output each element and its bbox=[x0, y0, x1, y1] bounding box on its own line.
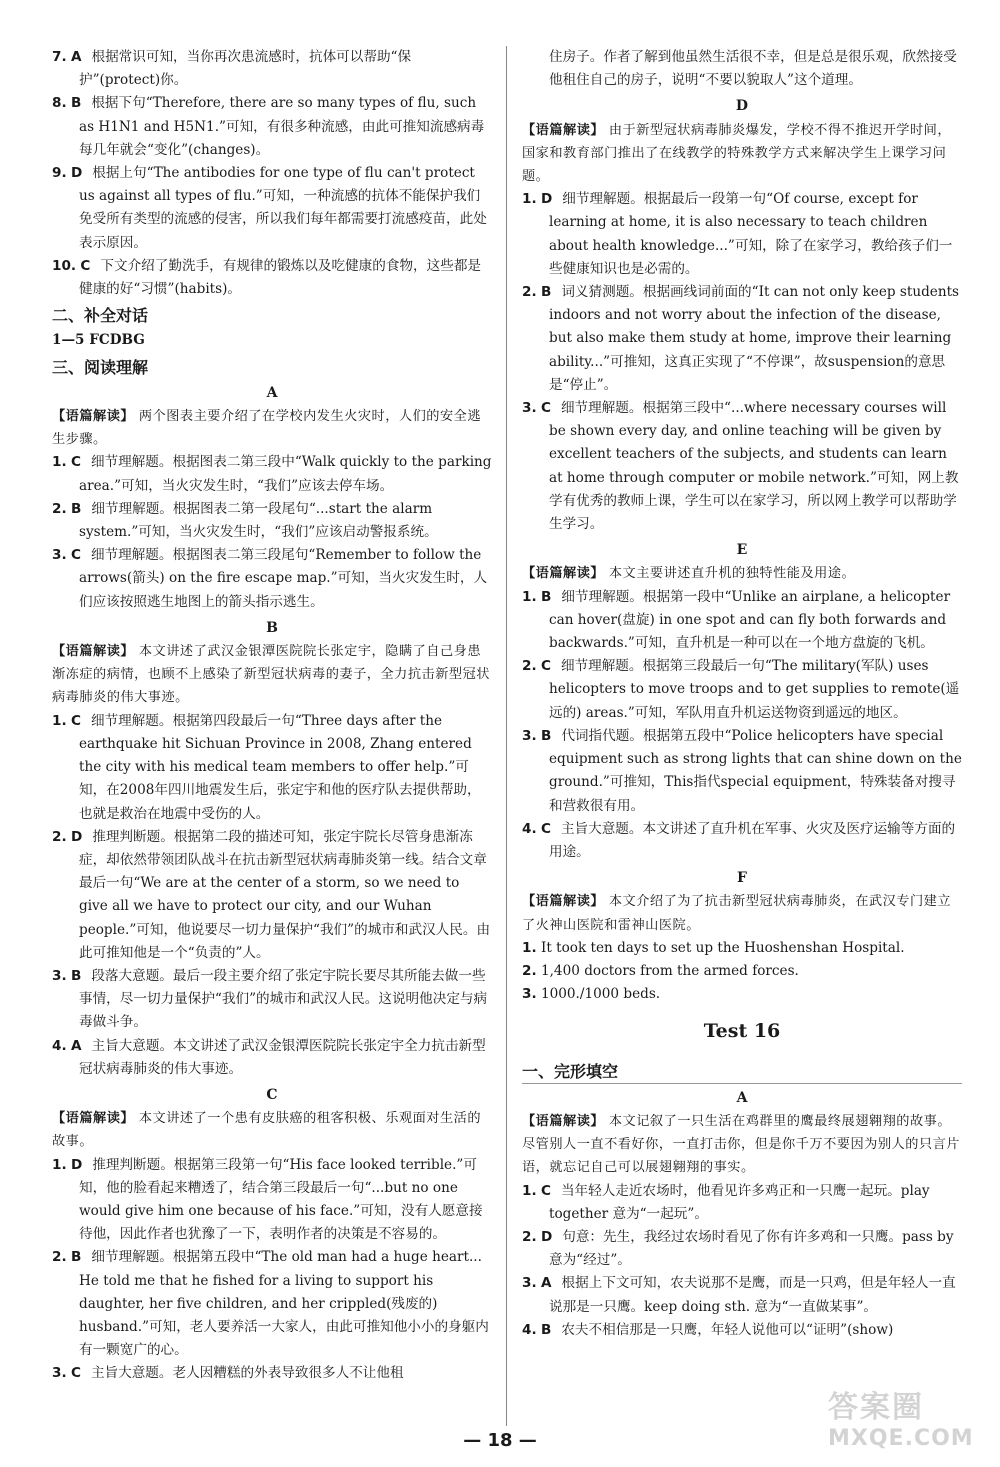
watermark-logo bbox=[828, 1390, 988, 1460]
passage-analysis bbox=[522, 890, 962, 936]
item-answer: C bbox=[80, 257, 91, 274]
analysis-text: 本文记叙了一只生活在鸡群里的鹰最终展翅翱翔的故事。尽管别人一直不看好你，一直打击你，但是你千万不要因为别人的只言片语，就忘记自己可以展翅翱翔的事实。 bbox=[522, 1113, 960, 1176]
answer-item bbox=[522, 960, 962, 983]
item-number: 3. bbox=[52, 967, 67, 984]
item-answer: B bbox=[540, 284, 552, 301]
item-number: 2. bbox=[52, 1249, 67, 1266]
analysis-text: 由于新型冠状病毒肺炎爆发，学校不得不推迟开学时间，国家和教育部门推出了在线教学的特殊教学方式来解决学生上课学习问题。 bbox=[522, 122, 952, 185]
item-number: 4. bbox=[522, 1321, 537, 1338]
item-explanation: 细节理解题。根据第一段中“Unlike an airplane, a helicopter can hover(盘旋) in one spot and can fly both forwards and backwards.”可知，直升机是一种可以在一个地方盘旋的飞机。 bbox=[549, 588, 951, 652]
answer-item bbox=[52, 255, 492, 301]
answer-item bbox=[522, 655, 962, 725]
item-answer: C bbox=[540, 658, 551, 675]
item-number: 3. bbox=[522, 727, 537, 744]
answer-item bbox=[522, 1272, 962, 1318]
item-answer: C bbox=[540, 1182, 551, 1199]
item-number: 1. bbox=[52, 1156, 67, 1173]
item-explanation: 细节理解题。根据第五段中“The old man had a huge heart... He told me that he fished for a living to support his daughter, her five children, and her crippled(残废的) husband.”可知，老人要养活一大家人，由此可推知他小小的身躯内有一颗宽广的心。 bbox=[79, 1249, 489, 1359]
item-answer: C bbox=[70, 454, 81, 471]
item-explanation: 根据常识可知，当你再次患流感时，抗体可以帮助“保护”(protect)你。 bbox=[79, 49, 412, 89]
item-explanation: 词义猜测题。根据画线词前面的“It can not only keep students indoors and not worry about the infection of the disease, but also make them study at home, improve their learning ability...”可推知，这真正实现了“不停课”，故suspension的意思是“停止”。 bbox=[549, 284, 960, 393]
answer-item bbox=[52, 544, 492, 614]
passage-analysis bbox=[52, 1107, 492, 1153]
passage-letter: B bbox=[266, 619, 278, 636]
item-explanation: 根据下句“Therefore, there are so many types of flu, such as H1N1 and H5N1.”可知，有很多种流感，由此可推知流感病毒每几年就会“变化”(changes)。 bbox=[79, 95, 485, 158]
answer-item bbox=[52, 965, 492, 1035]
item-explanation: 细节理解题。根据图表二第三段中“Walk quickly to the parking area.”可知，当火灾发生时，“我们”应该去停车场。 bbox=[79, 454, 492, 494]
item-answer: C bbox=[70, 1365, 81, 1382]
section-heading: 三、阅读理解 bbox=[52, 357, 149, 377]
item-explanation: 代词指代题。根据第五段中“Police helicopters have special equipment such as strong lights that can shine down on the ground.”可推知，This指代special equipment，特殊装备对搜寻和营救很有用。 bbox=[549, 727, 962, 814]
analysis-tag: 【语篇解读】 bbox=[522, 1113, 605, 1129]
item-explanation: 段落大意题。最后一段主要介绍了张定宇院长要尽其所能去做一些事情，尽一切力量保护“我们”的城市和武汉人民。这说明他决定与病毒做斗争。 bbox=[79, 967, 488, 1031]
item-answer: D bbox=[70, 1156, 83, 1173]
item-answer: B bbox=[70, 1249, 82, 1266]
left-column bbox=[52, 46, 492, 1386]
answer-item bbox=[52, 1362, 492, 1385]
page-number: — 18 — bbox=[463, 1430, 537, 1451]
item-number: 1. bbox=[522, 191, 537, 208]
answer-item bbox=[52, 826, 492, 965]
answer-item bbox=[522, 586, 962, 656]
item-explanation: 细节理解题。根据图表二第一段尾句“...start the alarm system.”可知，当火灾发生时，“我们”应该启动警报系统。 bbox=[79, 500, 438, 541]
item-answer: B bbox=[70, 500, 82, 517]
passage-analysis bbox=[52, 640, 492, 710]
item-number: 2. bbox=[52, 828, 67, 845]
item-answer: B bbox=[70, 967, 82, 984]
item-number: 1. bbox=[522, 588, 537, 605]
analysis-tag: 【语篇解读】 bbox=[52, 644, 135, 660]
item-answer: B bbox=[540, 727, 552, 744]
item-number: 1. bbox=[52, 454, 67, 471]
answer-item bbox=[52, 46, 492, 92]
item-explanation: 1000./1000 beds. bbox=[540, 986, 661, 1003]
item-answer: C bbox=[540, 820, 551, 837]
item-explanation: 主旨大意题。本文讲述了直升机在军事、火灾及医疗运输等方面的用途。 bbox=[549, 820, 956, 860]
item-answer: D bbox=[540, 191, 553, 208]
passage-letter: A bbox=[266, 384, 278, 401]
item-number: 2. bbox=[52, 500, 67, 517]
item-number: 2. bbox=[522, 658, 537, 675]
item-number: 3. bbox=[522, 400, 537, 417]
analysis-tag: 【语篇解读】 bbox=[52, 409, 135, 425]
analysis-tag: 【语篇解读】 bbox=[522, 122, 605, 138]
item-answer: B bbox=[540, 588, 552, 605]
item-number: 1. bbox=[522, 1182, 537, 1199]
item-explanation: 根据上句“The antibodies for one type of flu can't protect us against all types of flu.”可知，一种流感的抗体不能保护我们免受所有类型的流感的侵害，所以我们每年都需要打流感疫苗，此处表示原因。 bbox=[79, 165, 487, 251]
passage-analysis bbox=[52, 405, 492, 451]
passage-analysis bbox=[522, 119, 962, 189]
analysis-tag: 【语篇解读】 bbox=[522, 566, 605, 582]
answer-item bbox=[522, 1226, 962, 1272]
plain-text: 1—5 FCDBG bbox=[52, 332, 145, 349]
answer-item bbox=[522, 397, 962, 536]
item-answer: D bbox=[70, 828, 83, 845]
item-explanation: 细节理解题。根据第三段最后一句“The military(军队) uses helicopters to move troops and to get supplies to remote(遥远的) areas.”可知，军队用直升机运送物资到遥远的地区。 bbox=[549, 658, 960, 721]
watermark-line2: MXQE.COM bbox=[828, 1426, 974, 1451]
item-answer: B bbox=[70, 95, 82, 112]
item-answer: A bbox=[540, 1275, 552, 1292]
item-explanation: 当年轻人走近农场时，他看见许多鸡正和一只鹰一起玩。play together 意为“一起玩”。 bbox=[549, 1182, 930, 1222]
item-explanation: 1,400 doctors from the armed forces. bbox=[540, 962, 799, 979]
answer-item bbox=[52, 1035, 492, 1081]
item-number: 9. bbox=[52, 165, 67, 182]
item-answer: C bbox=[540, 400, 551, 417]
right-column bbox=[522, 46, 962, 1342]
item-explanation: 细节理解题。根据最后一段第一句“Of course, except for learning at home, it is also necessary to teach children about health knowledge...”可知，除了在家学习，教给孩子们一些健康知识也是必需的。 bbox=[549, 191, 953, 277]
answer-item bbox=[52, 162, 492, 255]
answer-item bbox=[522, 725, 962, 818]
analysis-text: 两个图表主要介绍了在学校内发生火灾时，人们的安全逃生步骤。 bbox=[52, 409, 482, 448]
analysis-text: 本文介绍了为了抗击新型冠状病毒肺炎，在武汉专门建立了火神山医院和雷神山医院。 bbox=[522, 894, 952, 933]
item-answer: A bbox=[70, 49, 82, 65]
answer-item bbox=[52, 710, 492, 826]
item-number: 3. bbox=[522, 986, 537, 1003]
item-answer: A bbox=[70, 1037, 82, 1054]
analysis-text: 本文主要讲述直升机的独特性能及用途。 bbox=[608, 566, 856, 582]
item-number: 3. bbox=[52, 1365, 67, 1382]
test-title: Test 16 bbox=[703, 1020, 781, 1043]
item-number: 3. bbox=[522, 1275, 537, 1292]
passage-analysis bbox=[522, 1110, 962, 1180]
item-number: 4. bbox=[52, 1037, 67, 1054]
passage-letter: F bbox=[737, 870, 747, 887]
item-explanation: 推理判断题。根据第三段第一句“His face looked terrible.”可知，他的脸看起来糟透了，结合第三段最后一句“...but no one would give him one because of his face.”可知，没有人愿意接待他，因此作者也犹豫了一下，表明作者的决策是不容易的。 bbox=[79, 1156, 483, 1243]
answer-item bbox=[522, 1180, 962, 1226]
item-explanation: 细节理解题。根据第三段中“...where necessary courses will be shown every day, and online teaching will be given by excellent teachers of the subjects, and students can learn at home through computer or mobile network.”可知，网上教学有优秀的教师上课，学生可以在家学习，所以网上教学可以帮助学生学习。 bbox=[549, 400, 959, 533]
item-explanation: 主旨大意题。老人因糟糕的外表导致很多人不让他租 bbox=[90, 1365, 404, 1382]
answer-item bbox=[522, 1319, 962, 1342]
item-number: 2. bbox=[522, 962, 537, 979]
passage-analysis bbox=[522, 562, 962, 585]
analysis-tag: 【语篇解读】 bbox=[52, 1111, 135, 1127]
watermark-line1: 答案圈 bbox=[828, 1390, 924, 1425]
item-number: 10. bbox=[52, 257, 77, 274]
passage-letter: C bbox=[266, 1086, 278, 1103]
column-divider bbox=[506, 46, 507, 1426]
item-number: 4. bbox=[522, 820, 537, 837]
item-explanation: 农夫不相信那是一只鹰，年轻人说他可以“证明”(show) bbox=[561, 1321, 894, 1338]
analysis-text: 本文讲述了武汉金银潭医院院长张定宇，隐瞒了自己身患渐冻症的病情，也顾不上感染了新型冠状病毒的妻子，全力抗击新型冠状病毒肺炎的伟大事迹。 bbox=[52, 644, 490, 706]
item-explanation: 主旨大意题。本文讲述了武汉金银潭医院院长张定宇全力抗击新型冠状病毒肺炎的伟大事迹。 bbox=[79, 1037, 486, 1077]
item-number: 8. bbox=[52, 95, 67, 112]
item-explanation: 根据上下文可知，农夫说那不是鹰，而是一只鸡，但是年轻人一直说那是一只鹰。keep doing sth. 意为“一直做某事”。 bbox=[549, 1275, 956, 1315]
item-number: 2. bbox=[522, 1228, 537, 1245]
analysis-tag: 【语篇解读】 bbox=[522, 894, 605, 910]
item-explanation: 下文介绍了勤洗手，有规律的锻炼以及吃健康的食物，这些都是健康的好“习惯”(habits)。 bbox=[79, 257, 482, 298]
plain-text: 住房子。作者了解到他虽然生活很不幸，但是总是很乐观，欣然接受他租住自己的房子，说明“不要以貌取人”这个道理。 bbox=[549, 49, 957, 89]
section-heading: 二、补全对话 bbox=[52, 306, 149, 326]
answer-item bbox=[52, 92, 492, 162]
item-answer: C bbox=[70, 547, 81, 564]
item-explanation: 推理判断题。根据第二段的描述可知，张定宇院长尽管身患渐冻症，却依然带领团队战斗在抗击新型冠状病毒肺炎第一线。结合文章最后一句“We are at the center of a storm, so we need to give all we have to protect our city, and our Wuhan people.”可知，他说要尽一切力量保护“我们”的城市和武汉人民。由此可推知他是一个“负责的”人。 bbox=[79, 828, 491, 961]
item-explanation: 句意：先生，我经过农场时看见了你有许多鸡和一只鹰。pass by 意为“经过”。 bbox=[549, 1228, 954, 1269]
item-answer: D bbox=[540, 1228, 553, 1245]
answer-item bbox=[52, 451, 492, 497]
item-number: 7. bbox=[52, 49, 67, 65]
answer-item bbox=[52, 498, 492, 544]
item-answer: B bbox=[540, 1321, 552, 1338]
answer-item bbox=[52, 1154, 492, 1247]
answer-item bbox=[522, 818, 962, 864]
item-number: 2. bbox=[522, 284, 537, 301]
answer-item bbox=[522, 983, 962, 1006]
answer-item bbox=[522, 937, 962, 960]
item-answer: C bbox=[70, 712, 81, 729]
analysis-text: 本文讲述了一个患有皮肤癌的租客积极、乐观面对生活的故事。 bbox=[52, 1111, 482, 1150]
passage-letter: D bbox=[735, 98, 749, 115]
passage-letter: A bbox=[736, 1089, 748, 1106]
item-explanation: It took ten days to set up the Huoshenshan Hospital. bbox=[540, 939, 905, 956]
answer-item bbox=[522, 188, 962, 281]
item-explanation: 细节理解题。根据图表二第三段尾句“Remember to follow the arrows(箭头) on the fire escape map.”可知，当火灾发生时，人们应该按照逃生地图上的箭头指示逃生。 bbox=[79, 547, 488, 610]
section-heading: 一、完形填空 bbox=[522, 1060, 962, 1084]
item-number: 3. bbox=[52, 547, 67, 564]
item-number: 1. bbox=[522, 939, 537, 956]
answer-item bbox=[52, 1246, 492, 1362]
passage-letter: E bbox=[736, 542, 748, 559]
answer-item bbox=[522, 281, 962, 397]
item-number: 1. bbox=[52, 712, 67, 729]
item-explanation: 细节理解题。根据第四段最后一句“Three days after the earthquake hit Sichuan Province in 2008, Zhang entered the city with his medical team members to offer help.”可知，在2008年四川地震发生后，张定宇和他的医疗队去提供帮助，也就是救治在地震中受伤的人。 bbox=[79, 712, 481, 822]
item-answer: D bbox=[70, 165, 83, 182]
